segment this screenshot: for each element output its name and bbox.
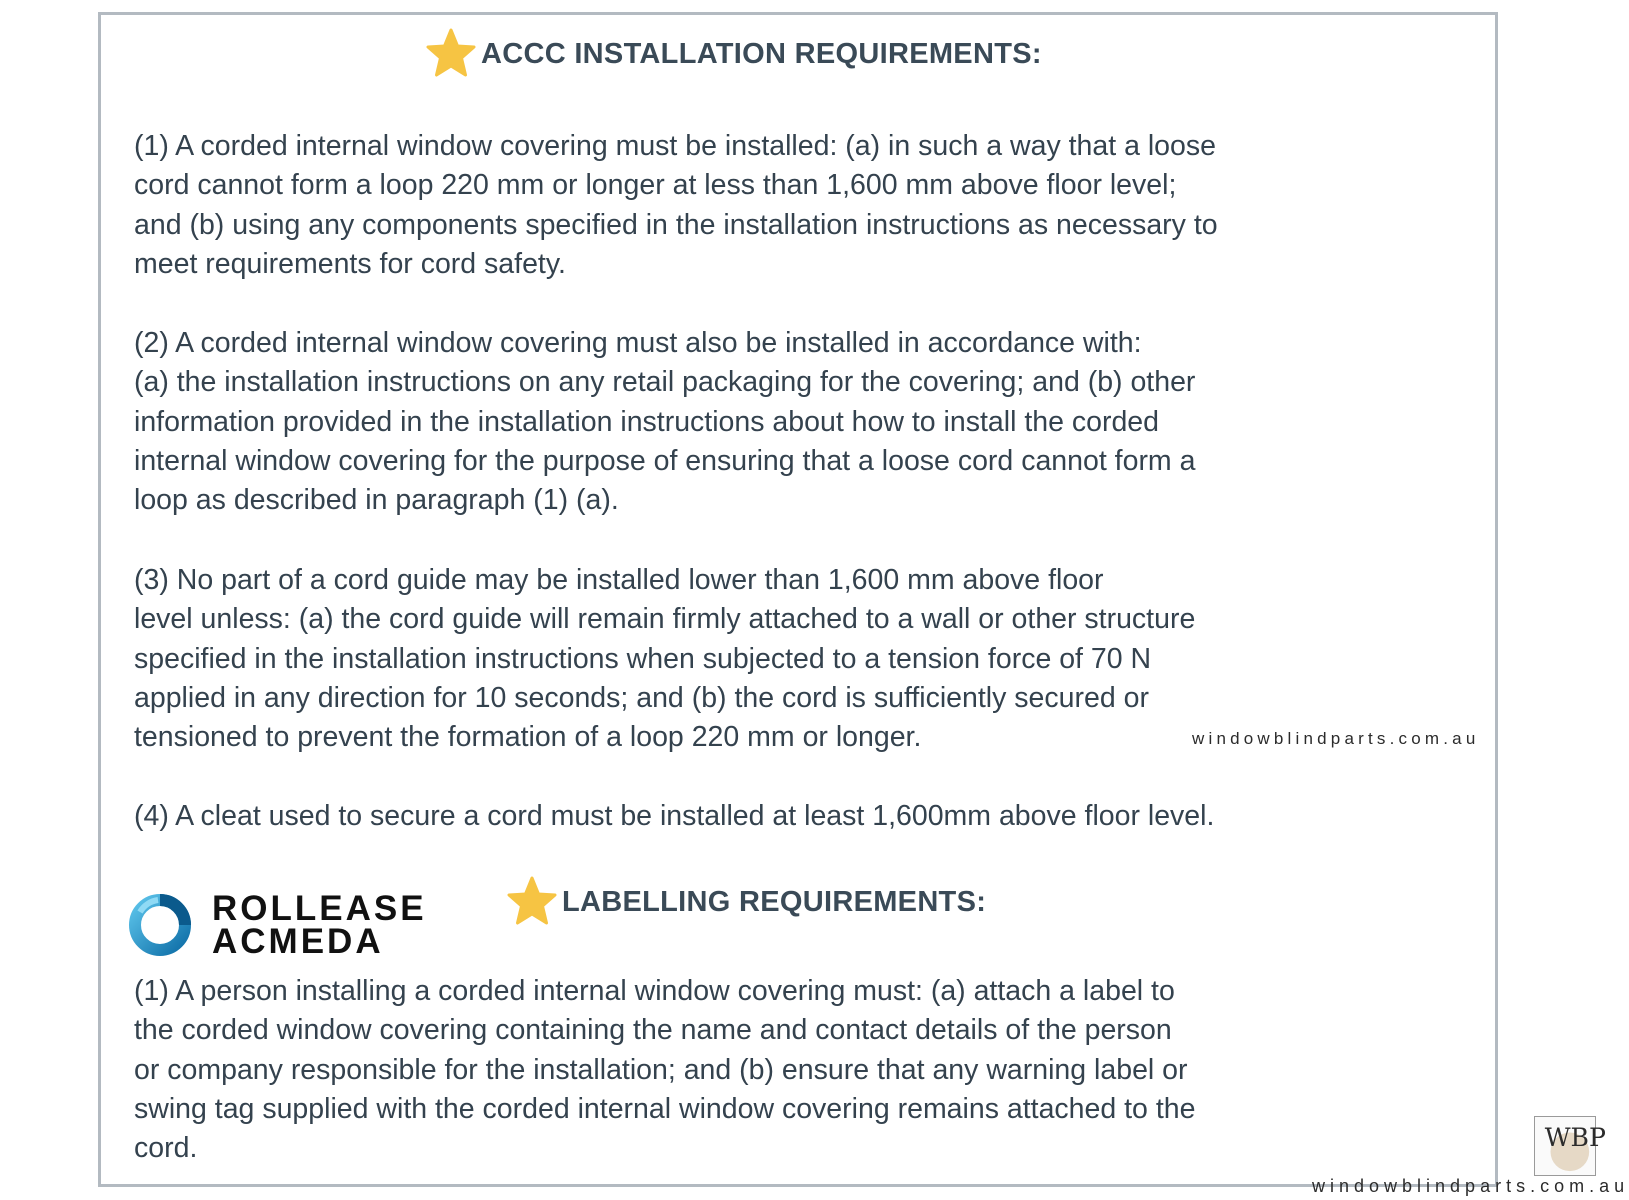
text-line: or company responsible for the installation; and (b) ensure that any warning label or [134,1053,1188,1086]
text-line: meet requirements for cord safety. [134,247,566,280]
text-line: internal window covering for the purpose of ensuring that a loose cord cannot form a [134,444,1196,477]
text-line: loop as described in paragraph (1) (a). [134,484,619,517]
logo-line-2: ACMEDA [212,922,384,961]
text-line: cord. [134,1132,198,1165]
text-line: cord cannot form a loop 220 mm or longer at less than 1,600 mm above floor level; [134,169,1177,202]
accc-paragraph-3 [134,561,1195,757]
watermark-text: windowblindparts.com.au [1192,729,1480,748]
watermark-text-bottom: windowblindparts.com.au [1312,1176,1629,1196]
text-line: and (b) using any components specified in the installation instructions as necessary to [134,208,1218,241]
text-line: (a) the installation instructions on any retail packaging for the covering; and (b) other [134,366,1196,399]
accc-paragraph-4 [134,797,1214,836]
text-line: (1) A person installing a corded internal window covering must: (a) attach a label to [134,975,1175,1007]
text-line: (1) A corded internal window covering must be installed: (a) in such a way that a loose [134,130,1216,162]
text-line: (2) A corded internal window covering must also be installed in accordance with: [134,327,1142,359]
text-line: (4) A cleat used to secure a cord must be installed at least 1,600mm above floor level. [134,800,1215,832]
text-line: (3) No part of a cord guide may be installed lower than 1,600 mm above floor [134,564,1104,596]
text-line: applied in any direction for 10 seconds; and (b) the cord is sufficiently secured or [134,681,1149,714]
accc-heading [425,28,1042,80]
rollease-wordmark [212,889,427,961]
wbp-letters: WBP [1544,1123,1606,1152]
wbp-monogram-icon [1535,1117,1606,1175]
accc-heading-text: ACCC INSTALLATION REQUIREMENTS: [481,37,1042,70]
text-line: tensioned to prevent the formation of a loop 220 mm or longer. [134,721,922,754]
text-line: swing tag supplied with the corded internal window covering remains attached to the [134,1092,1196,1125]
text-line: information provided in the installation instructions about how to install the corded [134,405,1160,438]
star-icon [425,28,477,80]
labelling-paragraph-1 [134,972,1195,1168]
rollease-ring-icon [128,892,192,958]
logo-line-1: ROLLEASE [212,889,427,928]
labelling-heading-text: LABELLING REQUIREMENTS: [562,885,987,918]
labelling-heading [506,876,986,928]
text-line: specified in the installation instructions when subjected to a tension force of 70 N [134,642,1152,675]
accc-paragraph-2 [134,324,1195,520]
rollease-acmeda-logo [128,889,427,961]
star-icon [506,876,558,928]
text-line: the corded window covering containing the name and contact details of the person [134,1014,1172,1047]
wbp-badge [1534,1116,1606,1176]
accc-paragraph-1 [134,127,1218,284]
text-line: level unless: (a) the cord guide will remain firmly attached to a wall or other structure [134,603,1196,636]
